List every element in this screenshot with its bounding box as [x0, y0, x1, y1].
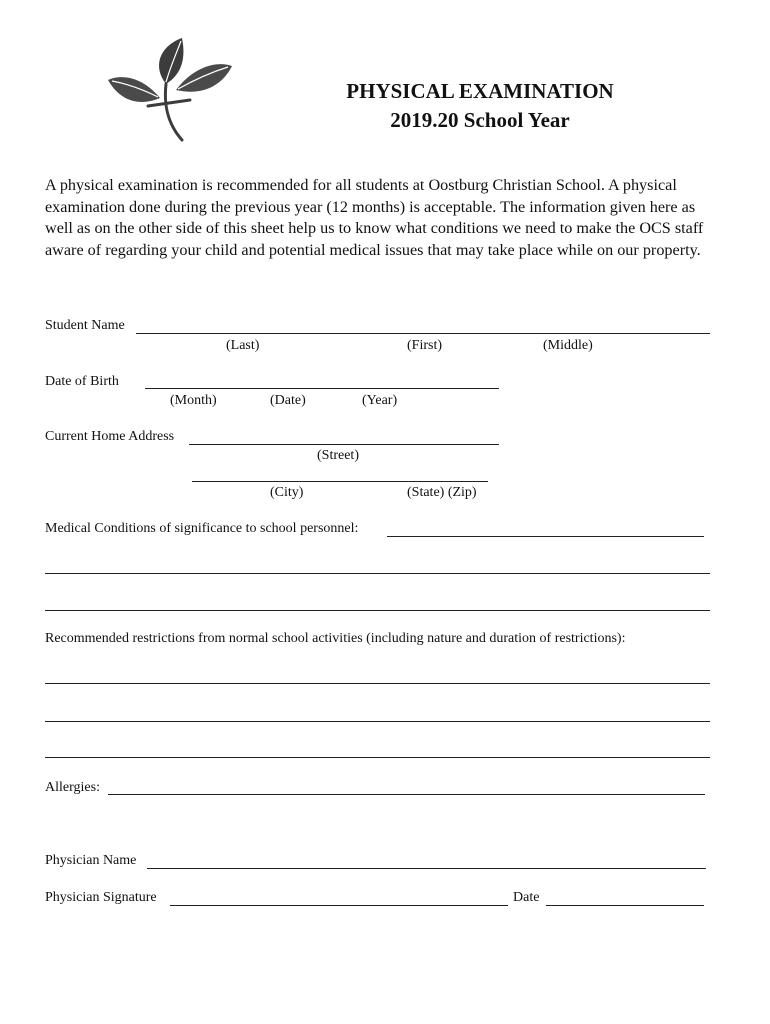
address-label: Current Home Address: [45, 429, 175, 444]
student-name-middle-hint: (Middle): [543, 338, 593, 353]
intro-paragraph: A physical examination is recommended for all students at Oostburg Christian School. A physical examination done during the previous year (12 months) is acceptable. The information given here as well as on the other side of this sheet help us to know what conditions we need to make the OCS staff aware of regarding your child and potential medical issues that may take place while on our property.: [45, 176, 704, 259]
dob-year-hint: (Year): [362, 393, 398, 408]
street-hint: (Street): [317, 448, 359, 463]
school-year-subtitle: 2019.20 School Year: [390, 108, 570, 132]
student-name-last-hint: (Last): [226, 338, 260, 353]
state-zip-hint: (State) (Zip): [407, 485, 477, 500]
dob-field[interactable]: [145, 388, 499, 389]
allergies-field[interactable]: [108, 794, 705, 795]
student-name-label: Student Name: [45, 318, 125, 333]
restrictions-label: Recommended restrictions from normal school activities (including nature and duration of restrictions):: [45, 631, 626, 646]
dob-label: Date of Birth: [45, 374, 119, 389]
restrictions-line[interactable]: [45, 683, 710, 684]
physician-signature-field[interactable]: [170, 905, 508, 906]
school-logo-icon: [104, 36, 236, 144]
street-field[interactable]: [189, 444, 499, 445]
medical-conditions-line[interactable]: [45, 573, 710, 574]
dob-month-hint: (Month): [170, 393, 217, 408]
physician-name-field[interactable]: [147, 868, 706, 869]
form-title: PHYSICAL EXAMINATION: [346, 79, 614, 103]
physician-signature-label: Physician Signature: [45, 890, 157, 905]
medical-conditions-field[interactable]: [387, 536, 704, 537]
physician-name-label: Physician Name: [45, 853, 137, 868]
date-label: Date: [513, 890, 540, 905]
city-hint: (City): [270, 485, 304, 500]
medical-conditions-label: Medical Conditions of significance to school personnel:: [45, 521, 359, 536]
restrictions-line[interactable]: [45, 721, 710, 722]
allergies-label: Allergies:: [45, 780, 100, 795]
date-field[interactable]: [546, 905, 704, 906]
student-name-field[interactable]: [136, 333, 710, 334]
dob-date-hint: (Date): [270, 393, 306, 408]
city-state-zip-field[interactable]: [192, 481, 488, 482]
medical-conditions-line[interactable]: [45, 610, 710, 611]
student-name-first-hint: (First): [407, 338, 442, 353]
restrictions-line[interactable]: [45, 757, 710, 758]
